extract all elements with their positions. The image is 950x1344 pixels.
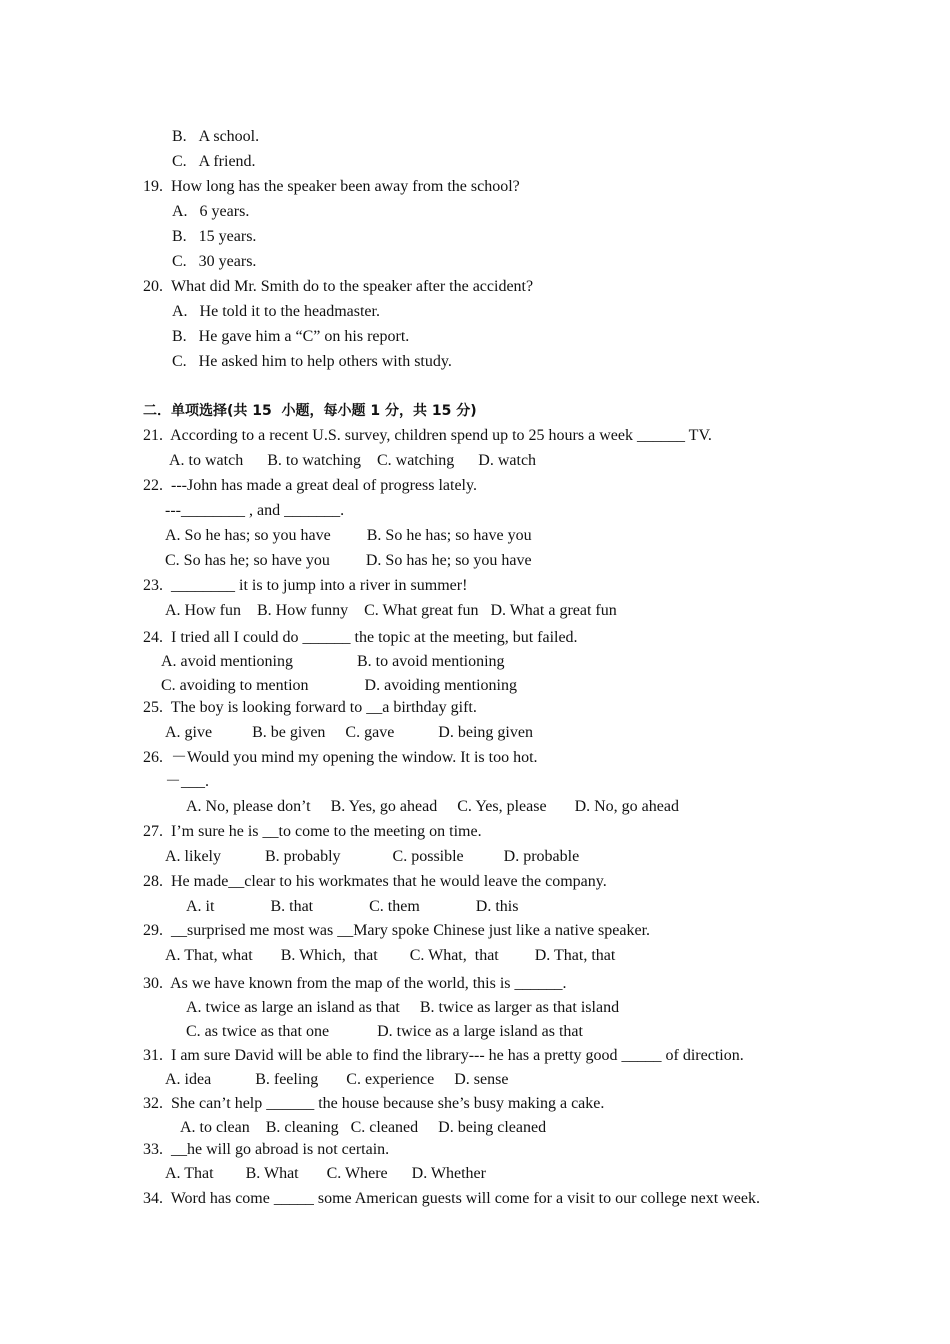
q31-options: A. idea B. feeling C. experience D. sense [165,1071,509,1088]
q18-option-b: B. A school. [172,128,260,145]
q25-options: A. give B. be given C. gave D. being given [165,724,533,741]
q24-options-ab: A. avoid mentioning B. to avoid mentioning [161,653,505,670]
q34-question: 34. Word has come _____ some American guests will come for a visit to our college next week. [143,1190,760,1207]
q18-option-c: C. A friend. [172,153,256,170]
q32-options: A. to clean B. cleaning C. cleaned D. being cleaned [180,1119,547,1136]
q32-question: 32. She can’t help ______ the house because she’s busy making a cake. [143,1095,605,1112]
q21-options: A. to watch B. to watching C. watching D. watch [169,452,537,469]
q24-question: 24. I tried all I could do ______ the topic at the meeting, but failed. [143,629,578,646]
q28-question: 28. He made__clear to his workmates that he would leave the company. [143,873,607,890]
section-heading: 二．单项选择(共 15 小题，每小题 1 分，共 15 分) [143,403,477,419]
q22-options-cd: C. So has he; so have you D. So has he; so you have [165,552,532,569]
q29-question: 29. __surprised me most was __Mary spoke Chinese just like a native speaker. [143,922,651,939]
q33-options: A. That B. What C. Where D. Whether [165,1165,486,1182]
q30-options-cd: C. as twice as that one D. twice as a large island as that [186,1023,583,1040]
q23-question: 23. ________ it is to jump into a river in summer! [143,577,468,594]
q20-option-c: C. He asked him to help others with study. [172,353,452,370]
q25-question: 25. The boy is looking forward to __a birthday gift. [143,699,477,716]
q27-options: A. likely B. probably C. possible D. probable [165,848,580,865]
q26-options: A. No, please don’t B. Yes, go ahead C. Yes, please D. No, go ahead [186,798,679,815]
q22-blank: ---________ , and _______. [165,502,345,519]
q22-options-ab: A. So he has; so you have B. So he has; so have you [165,527,532,544]
q30-question: 30. As we have known from the map of the world, this is ______. [143,975,567,992]
q28-options: A. it B. that C. them D. this [186,898,519,915]
q33-question: 33. __he will go abroad is not certain. [143,1141,390,1158]
q26-blank: －___. [165,773,210,790]
q19-question: 19. How long has the speaker been away from the school? [143,178,520,195]
q30-options-ab: A. twice as large an island as that B. twice as larger as that island [186,999,620,1016]
q19-option-b: B. 15 years. [172,228,257,245]
q26-question: 26. －Would you mind my opening the window. It is too hot. [143,749,538,766]
q19-option-c: C. 30 years. [172,253,257,270]
q23-options: A. How fun B. How funny C. What great fun D. What a great fun [165,602,617,619]
q19-option-a: A. 6 years. [172,203,250,220]
q24-options-cd: C. avoiding to mention D. avoiding mentioning [161,677,517,694]
q27-question: 27. I’m sure he is __to come to the meeting on time. [143,823,482,840]
q31-question: 31. I am sure David will be able to find the library--- he has a pretty good _____ of direction. [143,1047,744,1064]
q20-question: 20. What did Mr. Smith do to the speaker after the accident? [143,278,534,295]
q22-question: 22. ---John has made a great deal of progress lately. [143,477,477,494]
q29-options: A. That, what B. Which, that C. What, that D. That, that [165,947,616,964]
q20-option-b: B. He gave him a “C” on his report. [172,328,410,345]
q21-question: 21. According to a recent U.S. survey, children spend up to 25 hours a week ______ TV. [143,427,712,444]
q20-option-a: A. He told it to the headmaster. [172,303,380,320]
